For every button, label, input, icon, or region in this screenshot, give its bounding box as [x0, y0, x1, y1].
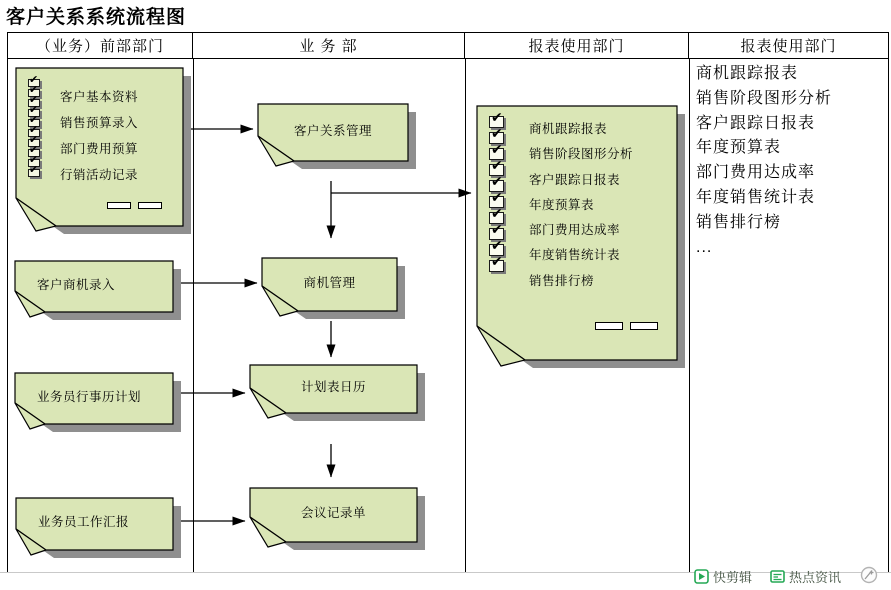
play-icon [694, 569, 709, 584]
note-label: 业务员工作汇报 [38, 515, 130, 529]
lane-header-front-dept: （业务）前部部门 [7, 33, 193, 58]
list-item: 客户跟踪日报表 [696, 114, 816, 132]
note-report-outputs [477, 106, 677, 360]
lane-border [7, 59, 8, 572]
list-item: 年度销售统计表 [696, 188, 816, 206]
checkbox-strip [489, 116, 504, 276]
checkbox-icon [28, 169, 40, 177]
lane-header-report-users-1: 报表使用部门 [465, 33, 689, 58]
note-front-dept-inputs [16, 68, 183, 226]
note-calendar-plan [15, 373, 173, 424]
note-opportunity-mgmt [262, 258, 397, 311]
list-item: 销售阶段图形分析 [696, 89, 833, 107]
lane-header-report-users-2: 报表使用部门 [689, 33, 889, 58]
report-item: 商机跟踪报表 [529, 122, 608, 136]
note-buttons [107, 202, 162, 209]
input-item-list [60, 84, 138, 188]
list-item-ellipsis: ... [696, 238, 713, 256]
note-label: 商机管理 [303, 275, 356, 290]
lane-divider [193, 59, 194, 572]
page-button-icon [630, 322, 658, 330]
note-label: 客户关系管理 [293, 123, 372, 138]
hot-news-label: 热点资讯 [789, 569, 842, 585]
note-label: 会议记录单 [300, 506, 366, 520]
note-label: 客户商机录入 [37, 277, 116, 292]
list-item: 部门费用达成率 [696, 164, 816, 182]
page-button-icon [595, 322, 623, 330]
note-work-report [16, 498, 173, 550]
note-label: 业务员行事历计划 [37, 389, 142, 404]
list-item: 年度预算表 [696, 139, 782, 157]
checkbox-icon [489, 260, 504, 272]
report-item-list [529, 117, 633, 294]
list-item: 销售排行榜 [696, 213, 782, 231]
input-item: 客户基本资料 [60, 90, 139, 104]
screenshot-tool-icon [860, 566, 878, 584]
page-button-icon [107, 202, 131, 209]
page-title: 客户关系系统流程图 [6, 7, 187, 28]
lane-divider [689, 59, 690, 572]
input-item: 部门费用预算 [60, 142, 139, 156]
list-item: 商机跟踪报表 [696, 65, 799, 82]
report-item: 销售排行榜 [529, 273, 595, 288]
swimlane-header-row [7, 32, 889, 59]
report-item: 销售阶段图形分析 [529, 147, 634, 162]
checkbox-strip [28, 79, 40, 179]
page-button-icon [138, 202, 162, 209]
lane-border [888, 59, 889, 572]
quick-clip-label: 快剪辑 [713, 569, 753, 585]
note-opportunity-entry [15, 261, 173, 312]
report-users-list [696, 62, 886, 260]
report-item: 年度销售统计表 [529, 248, 621, 263]
screenshot-tool-button[interactable] [860, 566, 878, 589]
note-buttons [595, 322, 658, 330]
report-item: 客户跟踪日报表 [529, 172, 621, 187]
floating-toolbar [694, 567, 841, 585]
lane-divider [465, 59, 466, 572]
news-icon [770, 569, 785, 584]
input-item: 销售预算录入 [60, 116, 139, 130]
note-meeting-minutes [250, 488, 417, 542]
report-item: 年度预算表 [529, 197, 595, 212]
note-plan-calendar [250, 365, 417, 413]
lane-header-business-dept: 业 务 部 [193, 33, 465, 58]
input-item: 行销活动记录 [60, 168, 139, 182]
quick-clip-button[interactable] [694, 567, 752, 586]
hot-news-button[interactable] [770, 567, 841, 586]
note-crm [258, 104, 408, 161]
note-label: 计划表日历 [300, 380, 366, 394]
report-item: 部门费用达成率 [529, 223, 621, 238]
